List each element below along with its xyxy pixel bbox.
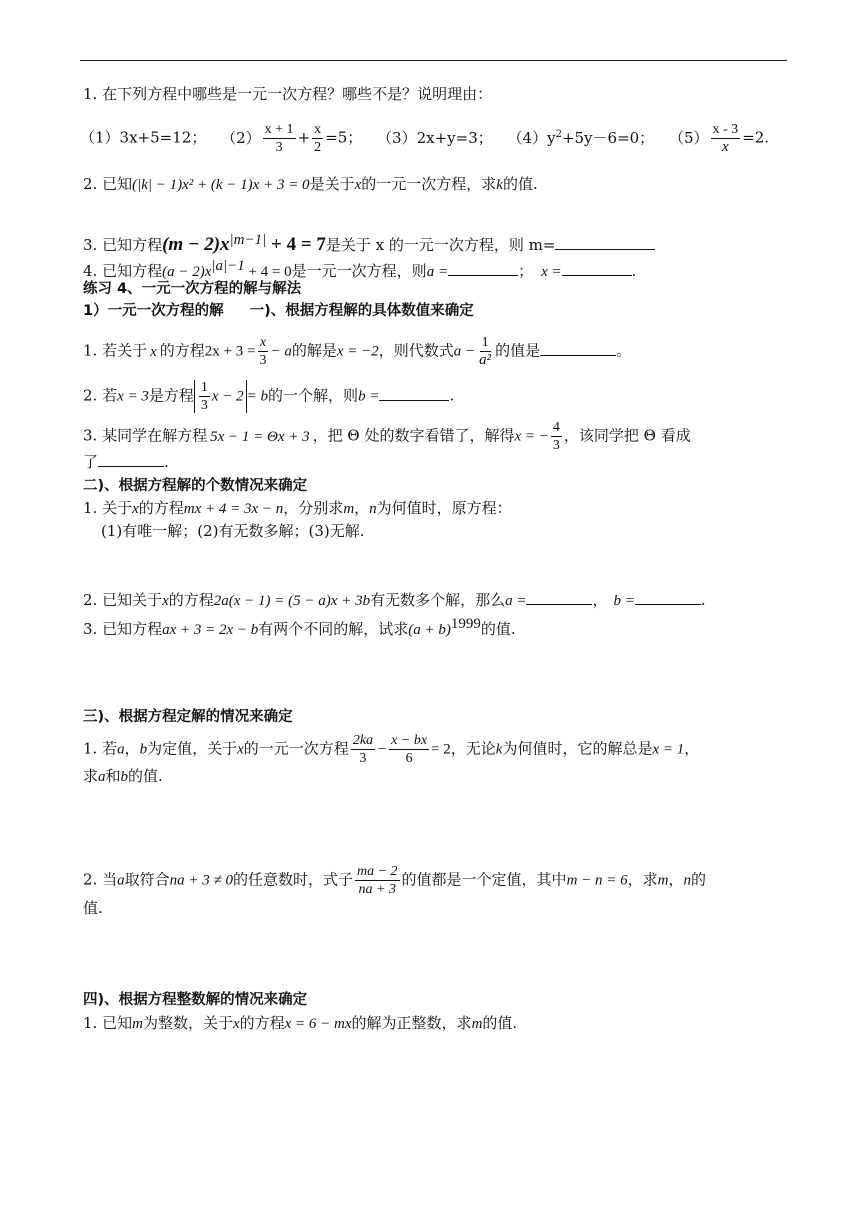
s3-2-mid4: ，求 — [627, 870, 658, 889]
s3-2-post: 的 — [691, 870, 707, 889]
s4-1-pre: 1. 已知 — [83, 1014, 133, 1032]
eq-5-label: （5） — [668, 128, 709, 147]
q1-2-var-k: k — [496, 177, 503, 193]
s1-2-abs: $\frac{1}{3}$ x − 2 — [194, 380, 247, 413]
s1-2-end: . — [449, 386, 455, 405]
q1-4-x: x = — [541, 264, 562, 280]
s3-1-mid4: 为何值时，它的解总是 — [502, 739, 653, 758]
q1-2-pre: 2. 已知 — [83, 175, 133, 193]
q1-4-a-blank[interactable] — [448, 261, 518, 276]
s3-1b-a: a — [98, 769, 106, 785]
s3-2-n: n — [683, 872, 692, 889]
s1-3b-pre: 了 — [83, 453, 99, 471]
s1-3-eq: 5x − 1 = Θx + 3 — [210, 428, 310, 445]
s2-1-post: 为何值时，原方程： — [376, 499, 512, 517]
q1-2-math: (|k| − 1)x² + (k − 1)x + 3 = 0 — [132, 177, 310, 193]
s2-3 — [83, 614, 516, 640]
q1-2-mid: 是关于 — [309, 175, 355, 193]
q1-4-end: . — [631, 262, 637, 280]
eq-5-frac: $\frac{x - 3}{x}$ — [712, 122, 739, 155]
s3-2-pre: 2. 当 — [83, 870, 118, 889]
q1-3-post: 是关于 x 的一元一次方程，则 m= — [325, 236, 556, 254]
s1-2-mid1: 是方程 — [148, 386, 194, 405]
eq-3: （3）2x+y=3； — [377, 128, 493, 147]
q1-4-sep: ； — [518, 262, 534, 280]
eq-2-frac2: $\frac{x}{2}$ — [314, 122, 322, 155]
s3-1-k: k — [495, 741, 503, 758]
s3-1b-and: 和 — [105, 767, 121, 785]
s2-3-pre: 3. 已知方程 — [83, 620, 163, 638]
s1-2-b: b = — [358, 388, 380, 405]
s3-2-comma: ， — [668, 870, 684, 889]
q1-3-answer-blank[interactable] — [555, 235, 655, 250]
q1-4-math1: (a − 2)x — [162, 264, 212, 280]
s1-2-frac: $\frac{1}{3}$ — [200, 380, 208, 413]
s3-1-mid3: ，无论 — [450, 739, 496, 758]
s1-3-pre: 3. 某同学在解方程 — [83, 426, 208, 445]
s3-1b-post: 的值. — [128, 767, 163, 785]
s1-1-expr: a − — [453, 343, 476, 360]
top-rule — [80, 60, 787, 61]
s1-3-sol: x = − — [514, 428, 549, 445]
s3-1-rhs: = 2 — [431, 741, 451, 758]
s2-2-a: a = — [505, 593, 527, 609]
q1-4-x-blank[interactable] — [562, 261, 632, 276]
s2-2-a-blank[interactable] — [526, 590, 592, 605]
s2-1-eq: mx + 4 = 3x − n — [183, 501, 284, 517]
q1-4-math2: + 4 = 0 — [244, 264, 292, 280]
s2-1-m: m — [343, 501, 355, 517]
s1-1-post: 的值是 — [495, 341, 541, 360]
s4-1-m2: m — [471, 1016, 483, 1032]
s3-1-continued — [83, 766, 163, 787]
s2-2-pre: 2. 已知关于 — [83, 591, 163, 609]
eq-1: （1）3x+5=12； — [80, 128, 207, 147]
s4-1-mid1: 为整数，关于 — [142, 1014, 233, 1032]
q1-2-post1: 的一元一次方程，求 — [361, 175, 497, 193]
s4-1-eq: x = 6 − mx — [284, 1016, 352, 1032]
s3-2-mid3: 的值都是一个定值，其中 — [401, 870, 567, 889]
s2-3-post: 的值. — [480, 620, 516, 638]
q1-4-sup: |a|−1 — [211, 258, 245, 274]
s1-2-sol: x = 3 — [117, 388, 149, 405]
s3-1-b: b — [139, 741, 148, 758]
s3-2-mid2: 的任意数时，式子 — [232, 870, 353, 889]
q1-4-mid: 是一元一次方程，则 — [291, 262, 427, 280]
s1-1-mid3: ，则代数式 — [378, 341, 454, 360]
s1-3-answer-blank[interactable] — [98, 452, 164, 467]
s1-2 — [83, 380, 454, 413]
s4-1-post: 的值. — [482, 1014, 518, 1032]
s1-1-pre: 1. 若关于 — [83, 341, 148, 360]
s3-1-mid2: 的一元一次方程 — [243, 739, 349, 758]
s1-1-frac2: $\frac{1}{\text{a²}}$ — [479, 335, 492, 368]
s1-2-pre: 2. 若 — [83, 386, 118, 405]
s2-1-mid2: ，分别求 — [283, 499, 344, 517]
s3-1b-pre: 求 — [83, 767, 99, 785]
s3-1-frac2: $\frac{x - bx}{6}$ — [391, 733, 428, 766]
section-heading-sub1 — [83, 301, 474, 321]
s2-1-mid1: 的方程 — [138, 499, 184, 517]
s2-3-eq: ax + 3 = 2x − b — [162, 622, 259, 638]
s3-1-frac1: $\frac{2ka}{3}$ — [352, 733, 374, 766]
section-heading-practice4: 练习 4、一元一次方程的解与解法 — [83, 281, 302, 297]
s3-1-pre: 1. 若 — [83, 739, 118, 758]
s2-1-comma: ， — [354, 499, 370, 517]
s3-1-sol: x = 1 — [652, 741, 685, 758]
q1-3-math2: + 4 = 7 — [266, 234, 326, 255]
q1-2 — [83, 174, 538, 195]
s2-2-end: . — [700, 591, 706, 609]
s3-1-mid1: 为定值，关于 — [147, 739, 238, 758]
s3-2-a: a — [117, 872, 125, 889]
s3-1-x: x — [237, 741, 244, 758]
q1-3 — [83, 230, 655, 255]
s2-1-pre: 1. 关于 — [83, 499, 133, 517]
s1-2-mid2: 的一个解，则 — [268, 386, 359, 405]
s3-2-rel: m − n = 6 — [566, 872, 628, 889]
s4-1 — [83, 1013, 517, 1034]
s1-3-continued — [83, 452, 169, 472]
s1-3-frac: $\frac{4}{3}$ — [552, 420, 560, 453]
s2-3-sup: 1999 — [450, 616, 481, 632]
q1-3-sup: |m−1| — [229, 232, 267, 248]
eq-4: $(4)y^2+5y-6=0$； — [507, 128, 655, 147]
section-heading-4: 四)、根据方程整数解的情况来确定 — [83, 992, 308, 1008]
s1-1-mid1: 的方程 — [159, 341, 205, 360]
s2-1 — [83, 498, 512, 519]
s2-2-mid1: 的方程 — [168, 591, 214, 609]
s1-1-answer-blank[interactable] — [540, 341, 616, 356]
s2-1-x: x — [132, 501, 139, 517]
s3-1-comma: ， — [124, 739, 140, 758]
eq-2-plus: + — [297, 128, 311, 147]
s2-1-cases: (1)有唯一解；(2)有无数多解；(3)无解. — [101, 522, 365, 540]
s2-3-expr: (a + b) — [408, 622, 451, 638]
q1-1-prompt — [83, 84, 492, 104]
s1-1-x: x — [150, 343, 157, 360]
s1-1-lhs: 2x + 3 = — [204, 343, 256, 360]
q1-1-equations — [80, 122, 769, 155]
s1-1-frac: $\frac{x}{3}$ — [259, 335, 267, 368]
s2-2-eq: 2a(x − 1) = (5 − a)x + 3b — [213, 593, 371, 609]
s3-2-frac: $\frac{ma - 2}{na + 3}$ — [356, 864, 398, 897]
eq-2-label: （2） — [221, 128, 261, 147]
s3-2-continued: 值. — [83, 899, 103, 917]
s4-1-mid3: 的解为正整数，求 — [351, 1014, 472, 1032]
section-heading-2: 二)、根据方程解的个数情况来确定 — [83, 478, 308, 494]
q1-2-var-x: x — [354, 177, 362, 193]
s2-2-x: x — [162, 593, 169, 609]
s3-1 — [83, 733, 699, 766]
s3-1-a: a — [117, 741, 125, 758]
s2-2-mid2: 有无数多个解，那么 — [370, 591, 506, 609]
s1-3-post: ，该同学把 Θ 看成 — [563, 426, 691, 445]
eq-5-rhs: =2. — [742, 128, 770, 147]
q1-3-pre: 3. 已知方程 — [83, 236, 163, 254]
s1-3 — [83, 420, 691, 453]
s1-1 — [83, 335, 631, 368]
s1-1-mid2: 的解是 — [291, 341, 337, 360]
q1-3-math1: (m − 2)x — [162, 234, 230, 255]
s1-2-answer-blank[interactable] — [379, 386, 449, 401]
s3-2-mid1: 取符合 — [124, 870, 170, 889]
s1-2-rhs: = b — [246, 388, 269, 405]
s3-2 — [83, 864, 706, 897]
s2-2 — [83, 590, 706, 611]
heading-sub1-text: 1）一元一次方程的解 — [83, 303, 224, 319]
s2-2-b: b = — [613, 593, 635, 609]
s2-2-b-blank[interactable] — [635, 590, 701, 605]
s3-1-end: ， — [684, 739, 700, 758]
s3-1b-b: b — [120, 769, 129, 785]
s4-1-x: x — [232, 1016, 240, 1032]
q1-2-post2: 的值. — [502, 175, 538, 193]
q1-4-a: a = — [426, 264, 449, 280]
s2-2-sep: ， — [592, 591, 608, 609]
section-heading-3: 三)、根据方程定解的情况来确定 — [83, 709, 293, 725]
s2-1-n: n — [369, 501, 377, 517]
eq-2-rhs: =5； — [325, 128, 363, 147]
eq-2-frac1: $\frac{x + 1}{3}$ — [264, 122, 294, 155]
s1-1-rhs: − a — [270, 343, 292, 360]
heading-sub1b-text: 一)、根据方程解的具体数值来确定 — [249, 303, 474, 319]
s3-2-m: m — [657, 872, 669, 889]
s3-1-minus: − — [377, 741, 388, 758]
s2-3-mid: 有两个不同的解，试求 — [258, 620, 409, 638]
s4-1-m: m — [132, 1016, 143, 1032]
q1-1-text: 1. 在下列方程中哪些是一元一次方程？哪些不是？说明理由： — [83, 85, 493, 103]
s3-2-cond: na + 3 ≠ 0 — [169, 872, 233, 889]
s1-1-sol: x = −2 — [336, 343, 379, 360]
s1-3b-end: . — [164, 453, 169, 471]
s1-1-end: 。 — [616, 341, 632, 360]
q1-4-pre: 4. 已知方程 — [83, 262, 163, 280]
s4-1-mid2: 的方程 — [239, 1014, 285, 1032]
s1-3-mid1: ，把 Θ 处的数字看错了，解得 — [312, 426, 515, 445]
